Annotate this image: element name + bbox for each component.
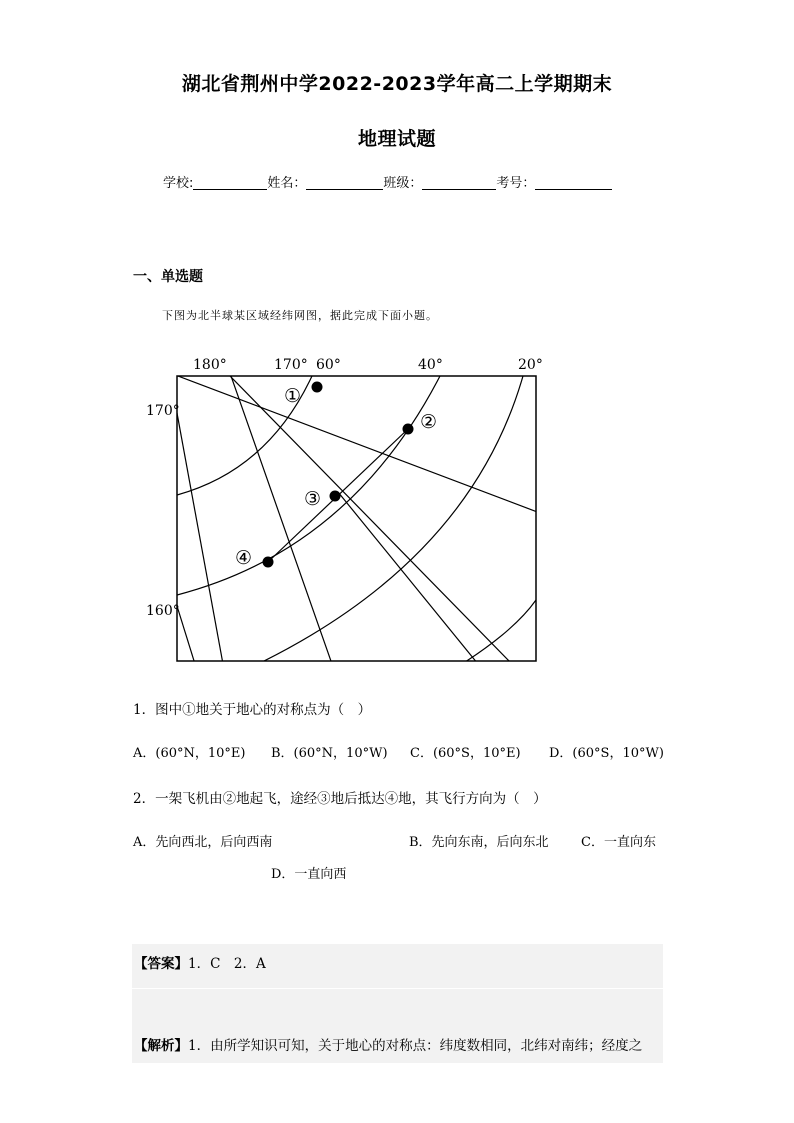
latitude-arc [462, 600, 536, 664]
school-label: 学校: [163, 176, 194, 191]
q1-option-d[interactable]: D．(60°S，10°W) [549, 746, 664, 761]
school-field[interactable] [193, 176, 267, 190]
answer-panel [132, 944, 663, 1063]
class-field[interactable] [422, 176, 496, 190]
figure-frame [177, 376, 536, 661]
meridian-line [338, 492, 478, 664]
name-field[interactable] [306, 176, 383, 190]
question-intro: 下图为北半球某区域经纬网图，据此完成下面小题。 [162, 309, 438, 322]
analysis-label: 【解析】 [134, 1038, 188, 1054]
q2-option-a[interactable]: A．先向西北，后向西南 [133, 835, 273, 850]
q1-option-c[interactable]: C．(60°S，10°E) [410, 746, 521, 761]
top-label-170: 170° [274, 357, 308, 373]
left-label-170: 170° [146, 403, 180, 419]
latitude-arc [177, 376, 312, 495]
answer-text: 1．C 2．A [188, 956, 266, 972]
analysis-text: 1．由所学知识可知，关于地心的对称点：纬度数相同，北纬对南纬；经度之 [188, 1038, 643, 1054]
meridian-line [177, 606, 195, 664]
point-1-dot [312, 382, 323, 393]
number-label: 考号： [496, 176, 536, 191]
q2-option-c[interactable]: C．一直向东 [581, 835, 656, 850]
top-label-20: 20° [518, 357, 543, 373]
q2-option-d[interactable]: D．一直向西 [271, 867, 347, 882]
answer-line [134, 952, 266, 972]
top-label-40: 40° [418, 357, 443, 373]
point-4-dot [263, 557, 274, 568]
point-2-label: ② [420, 411, 438, 433]
latitude-arc [258, 376, 523, 664]
point-4-label: ④ [235, 547, 253, 569]
analysis-line [134, 1034, 642, 1054]
point-1-label: ① [284, 385, 302, 407]
point-3-label: ③ [304, 488, 322, 510]
top-label-60: 60° [316, 357, 341, 373]
q1-option-b[interactable]: B．(60°N，10°W) [271, 746, 388, 761]
question-2-stem: 2．一架飞机由②地起飞，途经③地后抵达④地，其飞行方向为（ ） [133, 791, 547, 807]
q1-option-a[interactable]: A．(60°N，10°E) [133, 746, 246, 761]
class-label: 班级： [383, 176, 423, 191]
question-1-stem: 1．图中①地关于地心的对称点为（ ） [133, 702, 372, 718]
page-title: 湖北省荆州中学2022-2023学年高二上学期期末 [181, 73, 613, 95]
route-line [268, 429, 408, 562]
number-field[interactable] [535, 176, 612, 190]
answer-label: 【答案】 [134, 956, 188, 972]
meridian-line [177, 413, 223, 664]
name-label: 姓名： [267, 176, 307, 191]
point-3-dot [330, 491, 341, 502]
left-label-160: 160° [146, 603, 180, 619]
latitude-arc [177, 376, 440, 595]
top-label-180: 180° [193, 357, 227, 373]
section-heading: 一、单选题 [133, 269, 203, 285]
meridian-line [170, 373, 540, 513]
answer-divider [132, 988, 663, 989]
meridian-line [231, 376, 332, 664]
student-info-row [163, 172, 612, 191]
q2-option-b[interactable]: B．先向东南，后向东北 [409, 835, 549, 850]
point-2-dot [403, 424, 414, 435]
page-subtitle: 地理试题 [357, 128, 436, 150]
meridian-line [230, 376, 512, 664]
